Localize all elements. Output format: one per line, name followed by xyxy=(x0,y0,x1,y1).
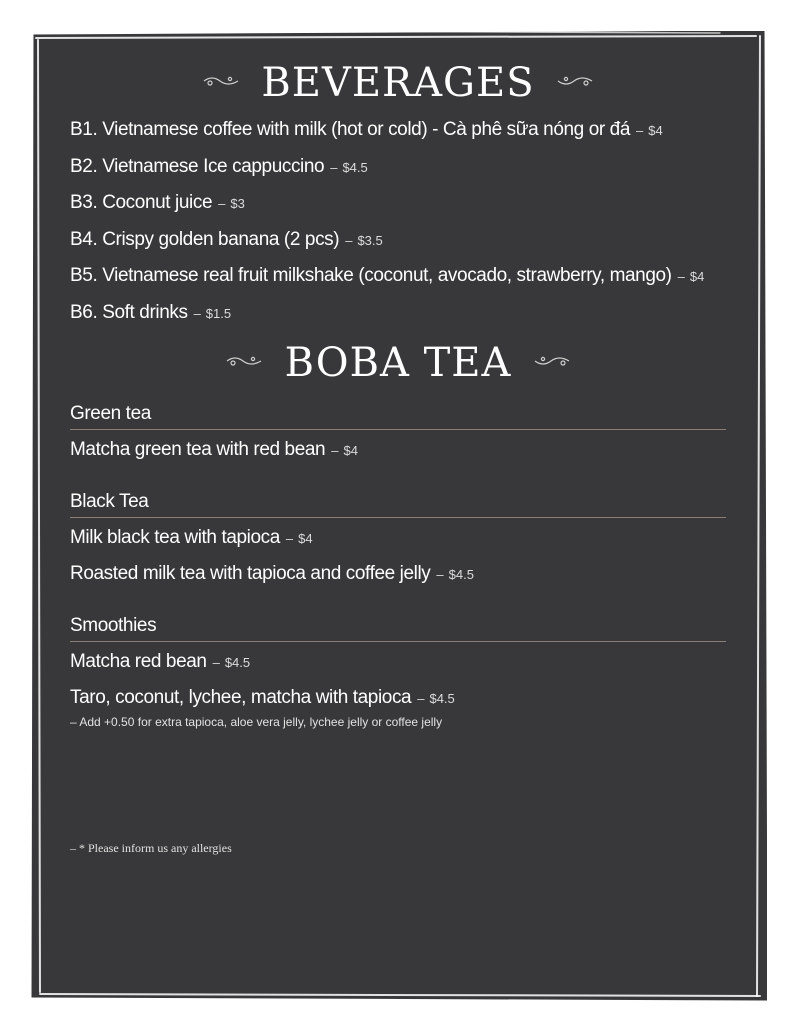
menu-item xyxy=(70,222,726,259)
item-name: B4. Crispy golden banana (2 pcs) xyxy=(70,228,340,250)
menu-item xyxy=(70,556,726,593)
category-smoothies xyxy=(70,611,726,717)
item-price: $4 xyxy=(648,123,663,138)
category-heading: Green tea xyxy=(70,399,726,430)
item-name: Roasted milk tea with tapioca and coffee jelly xyxy=(70,563,431,584)
boba-tea-section xyxy=(70,335,726,731)
extras-note: – Add +0.50 for extra tapioca, aloe vera jelly, lychee jelly or coffee jelly xyxy=(70,714,443,729)
item-separator: – xyxy=(331,443,339,458)
item-name: Matcha green tea with red bean xyxy=(70,439,326,460)
boba-categories xyxy=(70,399,726,717)
menu-item xyxy=(70,520,726,557)
item-separator: – xyxy=(417,691,425,706)
item-price: $4.5 xyxy=(224,654,251,670)
item-price: $4.5 xyxy=(448,567,474,582)
item-separator: – xyxy=(636,123,644,138)
beverages-list xyxy=(70,112,726,331)
item-name: B1. Vietnamese coffee with milk (hot or cold) - Cà phê sữa nóng or đá xyxy=(70,119,630,140)
item-price: $4.5 xyxy=(429,691,455,706)
item-price: $4 xyxy=(343,443,358,458)
boba-tea-title-text: BOBA TEA xyxy=(284,340,512,386)
category-green-tea xyxy=(70,399,726,469)
item-price: $1.5 xyxy=(205,305,232,321)
item-separator: – xyxy=(218,196,226,211)
menu-item xyxy=(70,680,726,717)
scroll-flourish-icon xyxy=(533,338,571,388)
item-separator: – xyxy=(193,305,201,321)
allergy-note: – * Please inform us any allergies xyxy=(70,841,232,855)
item-name: B2. Vietnamese Ice cappuccino xyxy=(70,155,325,177)
scroll-flourish-icon xyxy=(225,338,263,388)
item-separator: – xyxy=(436,567,444,582)
category-heading: Smoothies xyxy=(70,611,726,642)
beverages-title xyxy=(70,55,726,105)
menu-item xyxy=(70,644,726,681)
item-separator: – xyxy=(677,269,685,284)
item-price: $3 xyxy=(230,196,245,211)
item-separator: – xyxy=(330,159,338,175)
item-name: B5. Vietnamese real fruit milkshake (coconut, avocado, strawberry, mango) xyxy=(70,265,672,286)
beverages-title-text: BEVERAGES xyxy=(261,60,535,106)
menu-item xyxy=(70,295,726,332)
menu-content xyxy=(70,55,726,731)
item-price: $4.5 xyxy=(342,159,368,175)
item-price: $3.5 xyxy=(357,232,383,248)
boba-tea-title xyxy=(70,335,726,385)
scroll-flourish-icon xyxy=(556,58,594,108)
category-heading: Black Tea xyxy=(70,487,726,518)
menu-item xyxy=(70,432,726,469)
item-name: Milk black tea with tapioca xyxy=(70,526,280,548)
item-name: B3. Coconut juice xyxy=(70,192,213,213)
category-black-tea xyxy=(70,487,726,593)
item-separator: – xyxy=(212,654,220,670)
scroll-flourish-icon xyxy=(202,58,240,108)
item-price: $4 xyxy=(298,530,313,546)
menu-item xyxy=(70,185,726,222)
item-name: B6. Soft drinks xyxy=(70,301,188,323)
menu-item xyxy=(70,112,726,149)
item-separator: – xyxy=(285,530,294,546)
menu-item xyxy=(70,149,726,186)
item-name: Taro, coconut, lychee, matcha with tapioca xyxy=(70,687,412,708)
item-name: Matcha red bean xyxy=(70,650,207,672)
item-price: $4 xyxy=(689,269,705,284)
menu-item xyxy=(70,258,726,295)
item-separator: – xyxy=(345,232,353,248)
